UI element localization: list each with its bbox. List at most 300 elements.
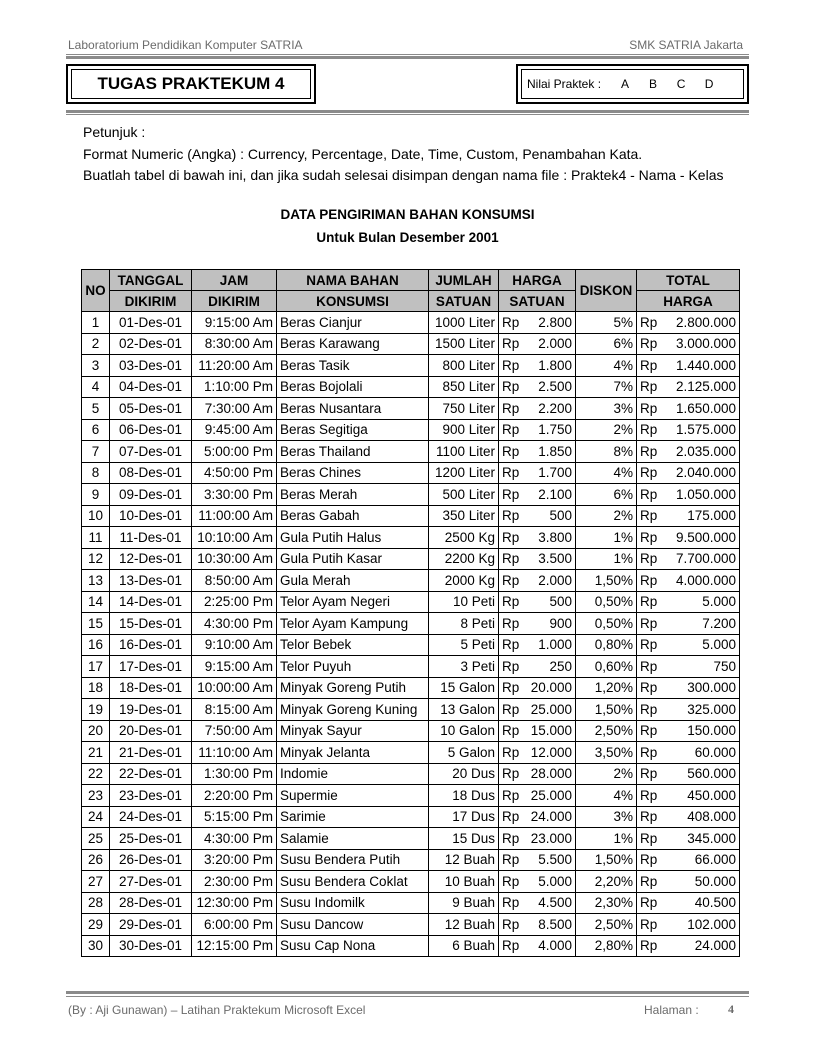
currency-label: Rp	[502, 336, 520, 352]
instructions-line-2: Buatlah tabel di bawah ini, dan jika sudah selesai disimpan dengan nama file : Praktek4 - Nama - Kelas	[83, 167, 724, 183]
currency-label: Rp	[502, 486, 520, 502]
cell-tanggal: 14-Des-01	[110, 591, 192, 613]
page-title: TUGAS PRAKTEKUM 4	[71, 69, 311, 99]
cell-jam: 6:00:00 Pm	[192, 914, 277, 936]
cell-total	[637, 548, 740, 570]
cell-total	[637, 441, 740, 463]
currency-label: Rp	[502, 701, 520, 717]
cell-jam: 5:00:00 Pm	[192, 441, 277, 463]
cell-no: 2	[82, 333, 110, 355]
cell-jumlah: 1500 Liter	[429, 333, 499, 355]
currency-label: Rp	[640, 465, 658, 481]
currency-label: Rp	[502, 895, 520, 911]
currency-label: Rp	[640, 873, 658, 889]
cell-total	[637, 742, 740, 764]
harga-value: 2.100	[538, 486, 572, 502]
harga-value: 900	[549, 615, 572, 631]
cell-no: 4	[82, 376, 110, 398]
cell-jumlah: 13 Galon	[429, 699, 499, 721]
cell-jam: 7:50:00 Am	[192, 720, 277, 742]
cell-diskon: 1%	[576, 527, 637, 549]
cell-diskon: 2%	[576, 419, 637, 441]
currency-label: Rp	[640, 551, 658, 567]
cell-diskon: 1,50%	[576, 570, 637, 592]
footer-page-label: Halaman :	[644, 1003, 699, 1017]
cell-tanggal: 07-Des-01	[110, 441, 192, 463]
currency-label: Rp	[640, 529, 658, 545]
cell-tanggal: 24-Des-01	[110, 806, 192, 828]
harga-value: 250	[549, 658, 572, 674]
cell-tanggal: 09-Des-01	[110, 484, 192, 506]
cell-harga	[499, 441, 576, 463]
total-value: 50.000	[694, 873, 736, 889]
harga-value: 15.000	[530, 723, 572, 739]
cell-harga	[499, 484, 576, 506]
cell-diskon: 2%	[576, 505, 637, 527]
table-row	[82, 484, 740, 506]
cell-diskon: 2%	[576, 763, 637, 785]
cell-total	[637, 591, 740, 613]
table-row	[82, 398, 740, 420]
table-row	[82, 849, 740, 871]
currency-label: Rp	[640, 594, 658, 610]
currency-label: Rp	[502, 400, 520, 416]
currency-label: Rp	[502, 443, 520, 459]
cell-harga	[499, 548, 576, 570]
currency-label: Rp	[640, 916, 658, 932]
cell-diskon: 3%	[576, 398, 637, 420]
header-total-2: HARGA	[637, 291, 740, 312]
cell-no: 24	[82, 806, 110, 828]
total-value: 4.000.000	[675, 572, 736, 588]
currency-label: Rp	[640, 809, 658, 825]
cell-nama: Supermie	[277, 785, 429, 807]
cell-jumlah: 750 Liter	[429, 398, 499, 420]
harga-value: 25.000	[530, 701, 572, 717]
cell-nama: Beras Nusantara	[277, 398, 429, 420]
table-row	[82, 828, 740, 850]
cell-jam: 1:30:00 Pm	[192, 763, 277, 785]
harga-value: 2.000	[538, 336, 572, 352]
total-value: 1.650.000	[675, 400, 736, 416]
total-value: 1.050.000	[675, 486, 736, 502]
cell-diskon: 1,50%	[576, 699, 637, 721]
header-jumlah-2: SATUAN	[429, 291, 499, 312]
cell-diskon: 2,50%	[576, 720, 637, 742]
cell-jam: 9:10:00 Am	[192, 634, 277, 656]
nilai-label: Nilai Praktek :	[527, 77, 602, 91]
total-value: 40.500	[694, 895, 736, 911]
table-row	[82, 462, 740, 484]
cell-harga	[499, 806, 576, 828]
cell-diskon: 1,50%	[576, 849, 637, 871]
cell-nama: Beras Tasik	[277, 355, 429, 377]
harga-value: 12.000	[530, 744, 572, 760]
doc-subtitle: Untuk Bulan Desember 2001	[316, 230, 499, 245]
cell-jam: 2:25:00 Pm	[192, 591, 277, 613]
header-no: NO	[82, 270, 110, 312]
currency-label: Rp	[640, 379, 658, 395]
cell-diskon: 2,50%	[576, 914, 637, 936]
total-value: 750	[713, 658, 736, 674]
currency-label: Rp	[502, 615, 520, 631]
currency-label: Rp	[640, 572, 658, 588]
title-box	[66, 64, 316, 104]
page-header-left: Laboratorium Pendidikan Komputer SATRIA	[68, 38, 303, 52]
cell-harga	[499, 677, 576, 699]
harga-value: 23.000	[530, 830, 572, 846]
cell-tanggal: 06-Des-01	[110, 419, 192, 441]
currency-label: Rp	[502, 744, 520, 760]
cell-harga	[499, 892, 576, 914]
cell-diskon: 4%	[576, 355, 637, 377]
cell-tanggal: 15-Des-01	[110, 613, 192, 635]
header-rule-thick	[66, 56, 749, 59]
header-jam: JAM	[192, 270, 277, 291]
cell-jam: 4:30:00 Pm	[192, 613, 277, 635]
currency-label: Rp	[640, 615, 658, 631]
cell-jumlah: 500 Liter	[429, 484, 499, 506]
cell-total	[637, 806, 740, 828]
cell-no: 18	[82, 677, 110, 699]
cell-total	[637, 376, 740, 398]
cell-diskon: 3,50%	[576, 742, 637, 764]
currency-label: Rp	[640, 658, 658, 674]
cell-no: 20	[82, 720, 110, 742]
cell-nama: Susu Bendera Coklat	[277, 871, 429, 893]
cell-jumlah: 12 Buah	[429, 914, 499, 936]
currency-label: Rp	[640, 336, 658, 352]
header-jam-2: DIKIRIM	[192, 291, 277, 312]
cell-jumlah: 17 Dus	[429, 806, 499, 828]
currency-label: Rp	[640, 938, 658, 954]
cell-diskon: 2,80%	[576, 935, 637, 957]
harga-value: 28.000	[530, 766, 572, 782]
total-value: 5.000	[702, 637, 736, 653]
cell-no: 16	[82, 634, 110, 656]
table-row	[82, 527, 740, 549]
currency-label: Rp	[640, 508, 658, 524]
cell-diskon: 0,50%	[576, 613, 637, 635]
cell-jumlah: 5 Peti	[429, 634, 499, 656]
cell-jumlah: 900 Liter	[429, 419, 499, 441]
cell-tanggal: 10-Des-01	[110, 505, 192, 527]
footer-rule-thick	[66, 991, 749, 994]
cell-jumlah: 15 Dus	[429, 828, 499, 850]
currency-label: Rp	[640, 400, 658, 416]
table-row	[82, 634, 740, 656]
table-row	[82, 914, 740, 936]
cell-total	[637, 699, 740, 721]
table-row	[82, 699, 740, 721]
cell-jam: 10:30:00 Am	[192, 548, 277, 570]
cell-jam: 4:30:00 Pm	[192, 828, 277, 850]
cell-jumlah: 20 Dus	[429, 763, 499, 785]
footer-rule	[66, 996, 749, 997]
cell-tanggal: 18-Des-01	[110, 677, 192, 699]
cell-harga	[499, 333, 576, 355]
cell-jumlah: 10 Buah	[429, 871, 499, 893]
cell-total	[637, 527, 740, 549]
currency-label: Rp	[502, 422, 520, 438]
total-value: 345.000	[687, 830, 736, 846]
table-row	[82, 591, 740, 613]
table-row	[82, 355, 740, 377]
total-value: 7.200	[702, 615, 736, 631]
cell-nama: Beras Karawang	[277, 333, 429, 355]
currency-label: Rp	[640, 830, 658, 846]
cell-diskon: 4%	[576, 785, 637, 807]
cell-no: 19	[82, 699, 110, 721]
header-tanggal: TANGGAL	[110, 270, 192, 291]
nilai-box	[516, 64, 749, 104]
cell-nama: Beras Chines	[277, 462, 429, 484]
cell-jam: 11:10:00 Am	[192, 742, 277, 764]
total-value: 1.440.000	[675, 357, 736, 373]
currency-label: Rp	[502, 787, 520, 803]
cell-no: 21	[82, 742, 110, 764]
cell-jam: 11:20:00 Am	[192, 355, 277, 377]
cell-diskon: 0,60%	[576, 656, 637, 678]
cell-jumlah: 5 Galon	[429, 742, 499, 764]
table-row	[82, 505, 740, 527]
cell-diskon: 6%	[576, 484, 637, 506]
header-tanggal-2: DIKIRIM	[110, 291, 192, 312]
harga-value: 1.700	[538, 465, 572, 481]
cell-diskon: 2,20%	[576, 871, 637, 893]
cell-total	[637, 419, 740, 441]
harga-value: 5.000	[538, 873, 572, 889]
cell-no: 10	[82, 505, 110, 527]
cell-jumlah: 800 Liter	[429, 355, 499, 377]
total-value: 325.000	[687, 701, 736, 717]
table-row	[82, 613, 740, 635]
data-table	[81, 269, 740, 957]
currency-label: Rp	[640, 701, 658, 717]
currency-label: Rp	[640, 766, 658, 782]
cell-tanggal: 17-Des-01	[110, 656, 192, 678]
header-harga: HARGA	[499, 270, 576, 291]
table-row	[82, 677, 740, 699]
cell-diskon: 6%	[576, 333, 637, 355]
harga-value: 1.850	[538, 443, 572, 459]
currency-label: Rp	[640, 422, 658, 438]
cell-harga	[499, 871, 576, 893]
cell-nama: Minyak Jelanta	[277, 742, 429, 764]
cell-tanggal: 27-Des-01	[110, 871, 192, 893]
cell-jam: 10:10:00 Am	[192, 527, 277, 549]
cell-tanggal: 13-Des-01	[110, 570, 192, 592]
table-body	[82, 312, 740, 957]
table-row	[82, 806, 740, 828]
cell-nama: Beras Merah	[277, 484, 429, 506]
currency-label: Rp	[502, 379, 520, 395]
cell-no: 14	[82, 591, 110, 613]
total-value: 24.000	[694, 938, 736, 954]
currency-label: Rp	[502, 658, 520, 674]
grade-a: A	[621, 77, 630, 91]
cell-jumlah: 850 Liter	[429, 376, 499, 398]
total-value: 9.500.000	[675, 529, 736, 545]
table-row	[82, 742, 740, 764]
cell-tanggal: 02-Des-01	[110, 333, 192, 355]
table-row	[82, 785, 740, 807]
currency-label: Rp	[502, 723, 520, 739]
cell-nama: Salamie	[277, 828, 429, 850]
cell-jam: 8:30:00 Am	[192, 333, 277, 355]
cell-total	[637, 484, 740, 506]
cell-nama: Telor Puyuh	[277, 656, 429, 678]
cell-tanggal: 29-Des-01	[110, 914, 192, 936]
currency-label: Rp	[502, 357, 520, 373]
cell-harga	[499, 935, 576, 957]
instructions	[83, 122, 723, 187]
cell-no: 5	[82, 398, 110, 420]
table-row	[82, 871, 740, 893]
cell-no: 27	[82, 871, 110, 893]
cell-nama: Gula Putih Halus	[277, 527, 429, 549]
cell-tanggal: 05-Des-01	[110, 398, 192, 420]
cell-no: 11	[82, 527, 110, 549]
cell-jam: 9:15:00 Am	[192, 656, 277, 678]
cell-jam: 12:30:00 Pm	[192, 892, 277, 914]
title-rule-thick	[66, 110, 749, 113]
cell-total	[637, 935, 740, 957]
cell-tanggal: 25-Des-01	[110, 828, 192, 850]
total-value: 408.000	[687, 809, 736, 825]
cell-no: 30	[82, 935, 110, 957]
header-harga-2: SATUAN	[499, 291, 576, 312]
currency-label: Rp	[502, 594, 520, 610]
total-value: 3.000.000	[675, 336, 736, 352]
cell-diskon: 0,50%	[576, 591, 637, 613]
header-diskon: DISKON	[576, 270, 637, 312]
currency-label: Rp	[502, 852, 520, 868]
currency-label: Rp	[640, 486, 658, 502]
harga-value: 2.800	[538, 314, 572, 330]
harga-value: 3.500	[538, 551, 572, 567]
instructions-heading: Petunjuk :	[83, 124, 146, 140]
cell-diskon: 0,80%	[576, 634, 637, 656]
grade-c: C	[676, 77, 686, 91]
title-rule-thin	[66, 114, 749, 115]
cell-no: 28	[82, 892, 110, 914]
header-total: TOTAL	[637, 270, 740, 291]
cell-no: 8	[82, 462, 110, 484]
currency-label: Rp	[502, 766, 520, 782]
cell-tanggal: 20-Des-01	[110, 720, 192, 742]
harga-value: 1.800	[538, 357, 572, 373]
currency-label: Rp	[502, 465, 520, 481]
cell-jam: 9:45:00 Am	[192, 419, 277, 441]
cell-total	[637, 312, 740, 334]
currency-label: Rp	[640, 744, 658, 760]
cell-nama: Telor Ayam Negeri	[277, 591, 429, 613]
cell-jumlah: 10 Peti	[429, 591, 499, 613]
cell-total	[637, 634, 740, 656]
cell-total	[637, 849, 740, 871]
cell-jumlah: 6 Buah	[429, 935, 499, 957]
cell-harga	[499, 527, 576, 549]
cell-diskon: 4%	[576, 462, 637, 484]
harga-value: 500	[549, 594, 572, 610]
table-row	[82, 935, 740, 957]
footer-page-number: 4	[728, 1002, 734, 1016]
cell-harga	[499, 570, 576, 592]
cell-diskon: 1%	[576, 548, 637, 570]
currency-label: Rp	[502, 680, 520, 696]
currency-label: Rp	[640, 895, 658, 911]
cell-nama: Minyak Goreng Putih	[277, 677, 429, 699]
cell-jam: 11:00:00 Am	[192, 505, 277, 527]
page-header-right: SMK SATRIA Jakarta	[629, 38, 743, 52]
cell-total	[637, 785, 740, 807]
cell-nama: Indomie	[277, 763, 429, 785]
cell-jumlah: 2000 Kg	[429, 570, 499, 592]
currency-label: Rp	[502, 637, 520, 653]
cell-total	[637, 720, 740, 742]
cell-no: 7	[82, 441, 110, 463]
currency-label: Rp	[640, 314, 658, 330]
cell-jumlah: 3 Peti	[429, 656, 499, 678]
cell-jam: 4:50:00 Pm	[192, 462, 277, 484]
nilai-praktek	[521, 69, 744, 99]
grade-d: D	[704, 77, 714, 91]
currency-label: Rp	[502, 938, 520, 954]
cell-jam: 2:20:00 Pm	[192, 785, 277, 807]
cell-no: 22	[82, 763, 110, 785]
currency-label: Rp	[502, 529, 520, 545]
currency-label: Rp	[502, 830, 520, 846]
cell-harga	[499, 849, 576, 871]
cell-harga	[499, 355, 576, 377]
cell-jam: 1:10:00 Pm	[192, 376, 277, 398]
currency-label: Rp	[502, 551, 520, 567]
cell-total	[637, 570, 740, 592]
cell-jumlah: 350 Liter	[429, 505, 499, 527]
cell-no: 12	[82, 548, 110, 570]
harga-value: 2.000	[538, 572, 572, 588]
harga-value: 2.500	[538, 379, 572, 395]
cell-jumlah: 12 Buah	[429, 849, 499, 871]
header-jumlah: JUMLAH	[429, 270, 499, 291]
table-row	[82, 441, 740, 463]
cell-nama: Gula Merah	[277, 570, 429, 592]
cell-diskon: 2,30%	[576, 892, 637, 914]
cell-nama: Telor Ayam Kampung	[277, 613, 429, 635]
total-value: 1.575.000	[675, 422, 736, 438]
currency-label: Rp	[640, 852, 658, 868]
cell-tanggal: 28-Des-01	[110, 892, 192, 914]
table-row	[82, 656, 740, 678]
cell-jumlah: 2500 Kg	[429, 527, 499, 549]
cell-harga	[499, 462, 576, 484]
cell-jam: 9:15:00 Am	[192, 312, 277, 334]
cell-harga	[499, 656, 576, 678]
currency-label: Rp	[640, 723, 658, 739]
cell-tanggal: 23-Des-01	[110, 785, 192, 807]
table-row	[82, 570, 740, 592]
cell-no: 1	[82, 312, 110, 334]
table-row	[82, 312, 740, 334]
cell-total	[637, 398, 740, 420]
currency-label: Rp	[502, 508, 520, 524]
harga-value: 2.200	[538, 400, 572, 416]
cell-no: 15	[82, 613, 110, 635]
cell-nama: Telor Bebek	[277, 634, 429, 656]
cell-no: 17	[82, 656, 110, 678]
cell-total	[637, 505, 740, 527]
